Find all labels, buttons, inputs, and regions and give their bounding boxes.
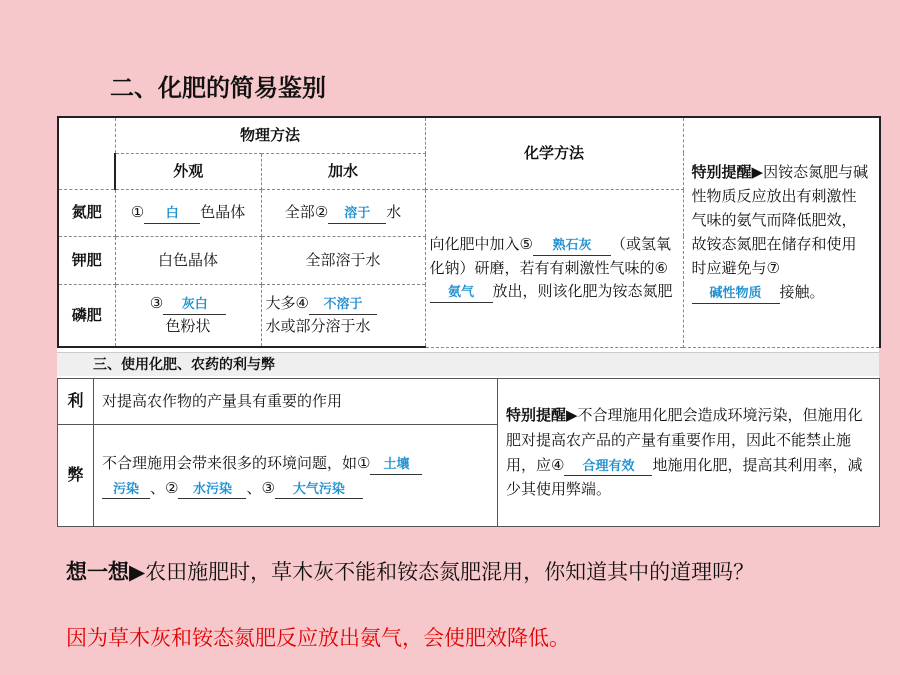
think-question [66,557,876,588]
answer-blank-7: 碱性物质 [692,286,780,304]
cons-text: 不合理施用会带来很多的环境问题，如① 土壤 污染 、② 水污染 、③ 大气污染 [94,425,498,527]
answer-blank-4: 不溶于 [309,297,377,315]
fertilizer-identification-table [57,116,881,348]
physical-method-header: 物理方法 [115,117,425,153]
pros-label: 利 [58,379,94,425]
answer-blank-cons-1: 土壤 [370,457,422,475]
add-water-header: 加水 [261,153,425,189]
chemical-method-header: 化学方法 [425,117,683,190]
answer-blank-cons-3: 大气污染 [275,482,363,500]
answer-blank-6: 氨气 [430,285,493,303]
potassium-appearance: 白色晶体 [115,236,261,284]
phosphate-water: 大多④ 不溶于 水或部分溶于水 [261,284,425,347]
pros-text: 对提高农作物的产量具有重要的作用 [94,379,498,425]
section-3-title: 三、使用化肥、农药的利与弊 [57,352,879,376]
section-heading: 二、化肥的简易鉴别 [110,74,326,102]
think-question-text: 农田施肥时，草木灰不能和铵态氮肥混用，你知道其中的道理吗？ [145,560,755,584]
answer-blank-cons-2: 水污染 [178,482,246,500]
row-nitrogen-fertilizer: 氮肥 [58,190,115,236]
think-lead: 想一想▶ [66,560,146,584]
corner-cell [58,117,115,190]
nitrogen-appearance: ① 白 色晶体 [115,190,261,236]
special-note-2: 特别提醒▶不合理施用化肥会造成环境污染，但施用化肥对提高农产品的产量有重要作用，因此不能禁止施用，应④ 合理有效 地施用化肥，提高其利用率，减少其使用弊端。 [498,379,880,527]
nitrogen-water: 全部② 溶于 水 [261,190,425,236]
special-note-1: 特别提醒▶因铵态氮肥与碱性物质反应放出有刺激性气味的氨气而降低肥效，故铵态氮肥在储存和使用时应避免与⑦ 碱性物质 接触。 [683,117,880,347]
think-answer: 因为草木灰和铵态氮肥反应放出氨气，会使肥效降低。 [66,626,570,650]
answer-blank-5: 熟石灰 [533,238,611,256]
row-potassium-fertilizer: 钾肥 [58,236,115,284]
appearance-header: 外观 [115,153,261,189]
answer-blank-2: 溶于 [328,206,386,224]
phosphate-appearance: ③ 灰白 色粉状 [115,284,261,347]
pros-cons-table [57,378,880,527]
answer-blank-3: 灰白 [163,297,226,315]
cons-label: 弊 [58,425,94,527]
answer-blank-note-4: 合理有效 [564,459,652,477]
row-phosphate-fertilizer: 磷肥 [58,284,115,347]
potassium-water: 全部溶于水 [261,236,425,284]
answer-blank-1: 白 [144,206,200,224]
chemical-method-text: 向化肥中加入⑤ 熟石灰 （或氢氧化钠）研磨，若有有刺激性气味的⑥氨气 放出，则该化肥为铵态氮肥 [425,190,683,347]
content-panel [57,116,879,527]
